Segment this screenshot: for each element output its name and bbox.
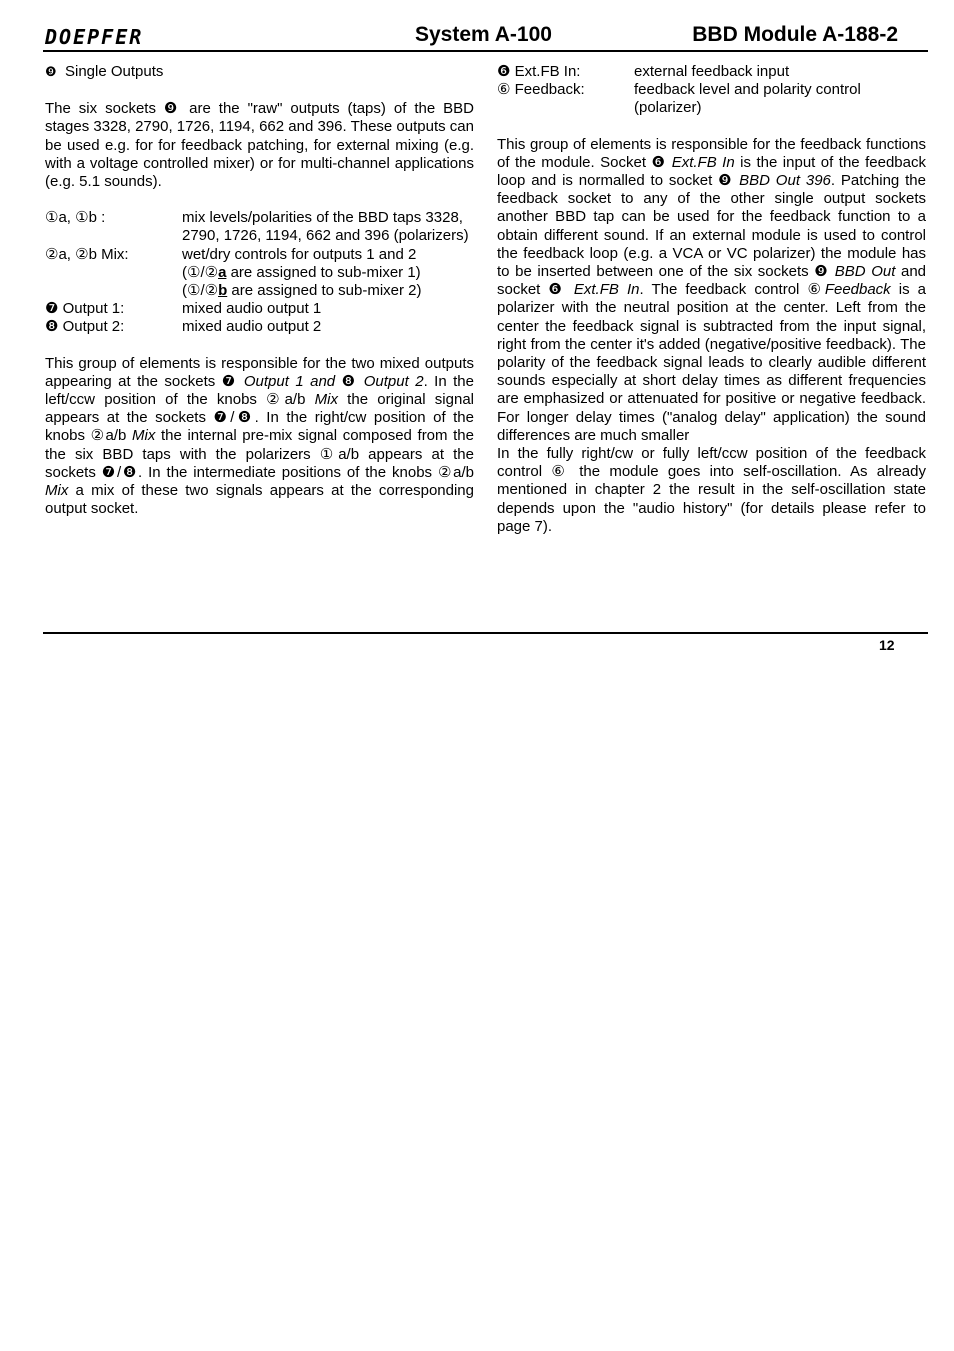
self-oscillation-paragraph: In the fully right/cw or fully left/ccw position of the feedback control ⑥ the module goes into self-oscillation. As already mentioned in chapter 2 the result in the self-oscillation state depends upon the "audio history" (for details please refer to page 7). [497,445,926,535]
feedback-controls-list [497,63,926,118]
list-desc: mix levels/polarities of the BBD taps 3328, 2790, 1726, 1194, 662 and 396 (polarizers) [182,209,469,245]
heading-text: Single Outputs [65,63,164,80]
list-desc: feedback level and polarity control (polarizer) [634,81,861,117]
footer-divider [43,632,928,634]
left-column [45,63,474,518]
list-desc: mixed audio output 2 [182,318,322,336]
socket-9-icon: ❾ [45,65,57,80]
list-desc: wet/dry controls for outputs 1 and 2 [182,245,417,263]
list-term [45,264,182,282]
page-number: 12 [879,637,895,653]
page-header [43,20,928,52]
list-desc: (①/②b are assigned to sub-mixer 2) [182,282,422,300]
doepfer-logo: DOEPFER [45,25,144,49]
list-term: ❼ Output 1: [45,300,125,318]
list-term: ❽ Output 2: [45,318,125,336]
feedback-paragraph: This group of elements is responsible for the feedback functions of the module. Socket ❻ Ext.FB In is the input of the feedback loop and is normalled to socket ❾ BBD Out 396. Patching the feedback socket to any of the other single output sockets another BBD tap can be used for the feedback function to a obtain different sound. If an external module is used to control the feedback loop (e.g. a VCA or VC polarizer) the module has to be inserted between one of the six sockets ❾ BBD Out and socket ❻ Ext.FB In. The feedback control ⑥Feedback is a polarizer with the neutral position at the center. Left from the center the feedback signal is subtracted from the input signal, right from the center it's added (negative/positive feedback). The polarity of the feedback signal leads to clearly audible different sounds especially at short delay times as different frequencies are emphasized or attenuated for positive or negative feedback. For longer delay times ("analog delay" application) the sound differences are much smaller [497,135,927,444]
list-term [45,282,182,300]
list-desc: (①/②a are assigned to sub-mixer 1) [182,263,421,281]
right-column [497,63,926,536]
list-desc: mixed audio output 1 [182,300,322,318]
mixed-outputs-paragraph: This group of elements is responsible for the two mixed outputs appearing at the sockets ❼ Output 1 and ❽ Output 2. In the left/ccw position of the knobs ②a/b Mix the original signal appears at the sockets ❼/❽. In the right/cw position of the knobs ②a/b Mix the internal pre-mix signal composed from the the six BBD taps with the polarizers ①a/b appears at the sockets ❼/❽. In the intermediate positions of the knobs ②a/b Mix a mix of these two signals appears at the corresponding output socket. [45,354,474,518]
list-term: ①a, ①b : [45,209,106,227]
list-term: ⑥ Feedback: [497,81,585,99]
list-term: ②a, ②b Mix: [45,245,129,263]
list-desc: external feedback input [634,63,790,80]
list-term: ❻ Ext.FB In: [497,63,581,80]
single-outputs-heading [45,63,474,82]
single-outputs-paragraph: The six sockets ❾ are the "raw" outputs (taps) of the BBD stages 3328, 2790, 1726, 1194, 662 and 396. These outputs can be used e.g. for for feedback patching, for external mixing (e.g. with a voltage controlled mixer) or for multi-channel applications (e.g. 5.1 sounds). [45,100,474,191]
module-title: BBD Module A-188-2 [692,23,898,46]
controls-list [45,209,474,336]
system-title: System A-100 [415,23,552,46]
